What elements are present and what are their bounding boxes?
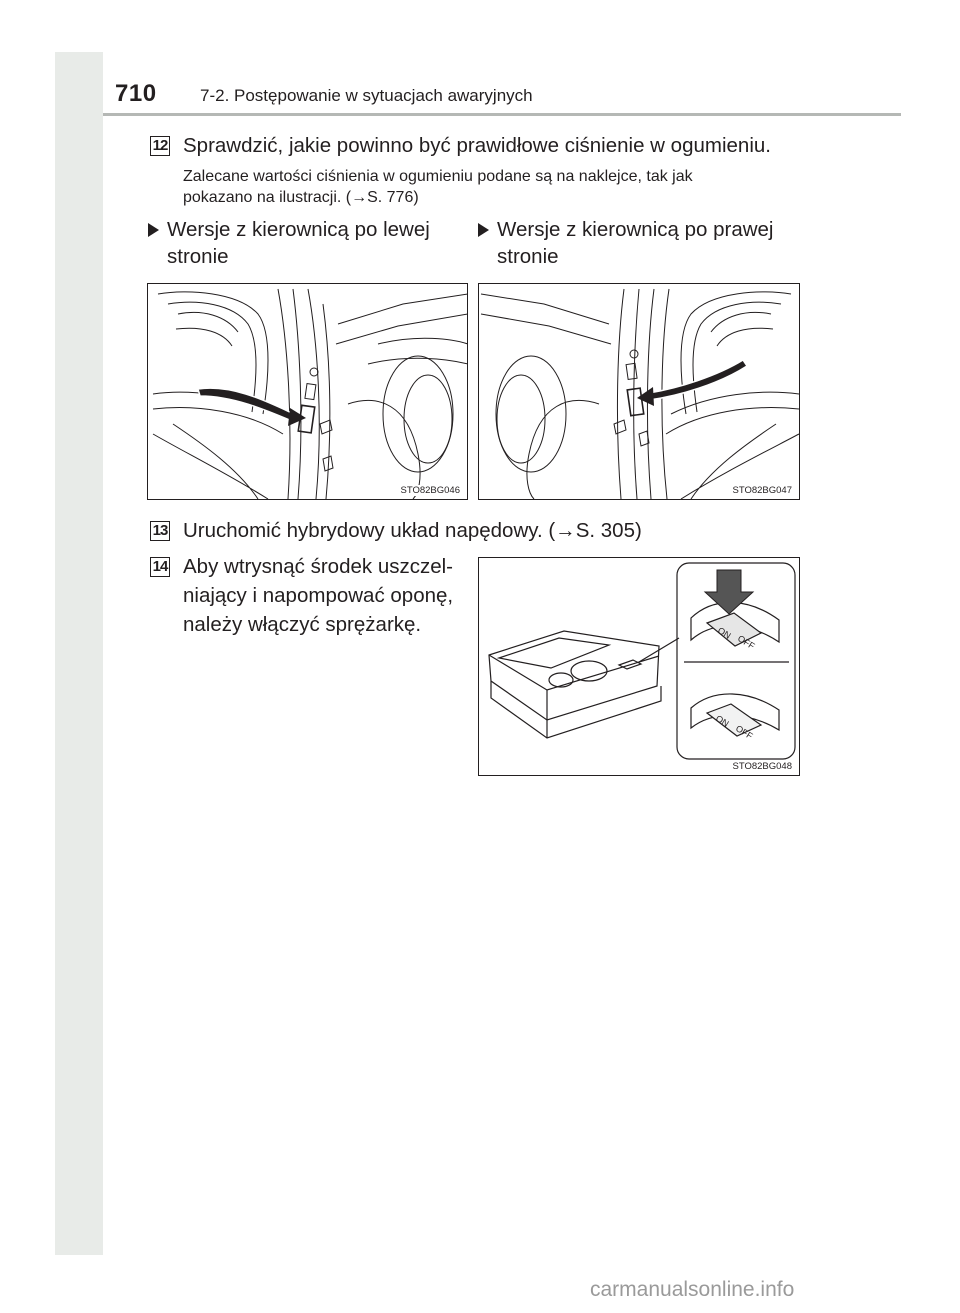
- version-right-line-2: stronie: [497, 245, 559, 268]
- step-number-12: 12: [150, 136, 170, 156]
- switch-off-label: OFF: [735, 633, 757, 652]
- figure-compressor: [478, 557, 800, 776]
- figure-right-door: [478, 283, 800, 500]
- step-number-14: 14: [150, 557, 170, 577]
- note-line-2: pokazano na ilustracji. (→S. 776): [183, 189, 419, 206]
- figure-code: STO82BG046: [400, 485, 460, 496]
- section-title: 7-2. Postępowanie w sytuacjach awaryjnych: [200, 86, 533, 105]
- step-14-line-2: niający i napompować oponę,: [183, 584, 454, 607]
- header-divider: [103, 113, 901, 116]
- door-pillar-label-right-illustration: [479, 284, 800, 500]
- step-14-line-3: należy włączyć sprężarkę.: [183, 613, 422, 636]
- version-left-line-1: Wersje z kierownicą po lewej: [167, 218, 430, 241]
- note-line-1: Zalecane wartości ciśnienia w ogumieniu podane są na naklejce, tak jak: [183, 168, 693, 185]
- switch-on-label: ON: [715, 625, 733, 641]
- step-number-13: 13: [150, 521, 170, 541]
- bullet-triangle-icon: [478, 223, 489, 237]
- figure-left-door: [147, 283, 468, 500]
- step-13-text: Uruchomić hybrydowy układ napędowy. (→S. 305): [183, 519, 642, 542]
- switch-off-label-lower: OFF: [733, 723, 755, 742]
- chapter-sidebar-tab: [55, 52, 103, 1255]
- bullet-triangle-icon: [148, 223, 159, 237]
- compressor-switch-illustration: [479, 558, 800, 776]
- version-left-line-2: stronie: [167, 245, 229, 268]
- version-right-line-1: Wersje z kierownicą po prawej: [497, 218, 774, 241]
- step-12-text: Sprawdzić, jakie powinno być prawidłowe ciśnienie w ogumieniu.: [183, 134, 771, 157]
- door-pillar-label-left-illustration: [148, 284, 468, 500]
- figure-code: STO82BG047: [732, 485, 792, 496]
- watermark: carmanualsonline.info: [590, 1278, 795, 1301]
- step-14-line-1: Aby wtrysnąć środek uszczel-: [183, 555, 454, 578]
- page-number: 710: [115, 80, 157, 107]
- switch-on-label-lower: ON: [713, 713, 731, 729]
- figure-code: STO82BG048: [732, 761, 792, 772]
